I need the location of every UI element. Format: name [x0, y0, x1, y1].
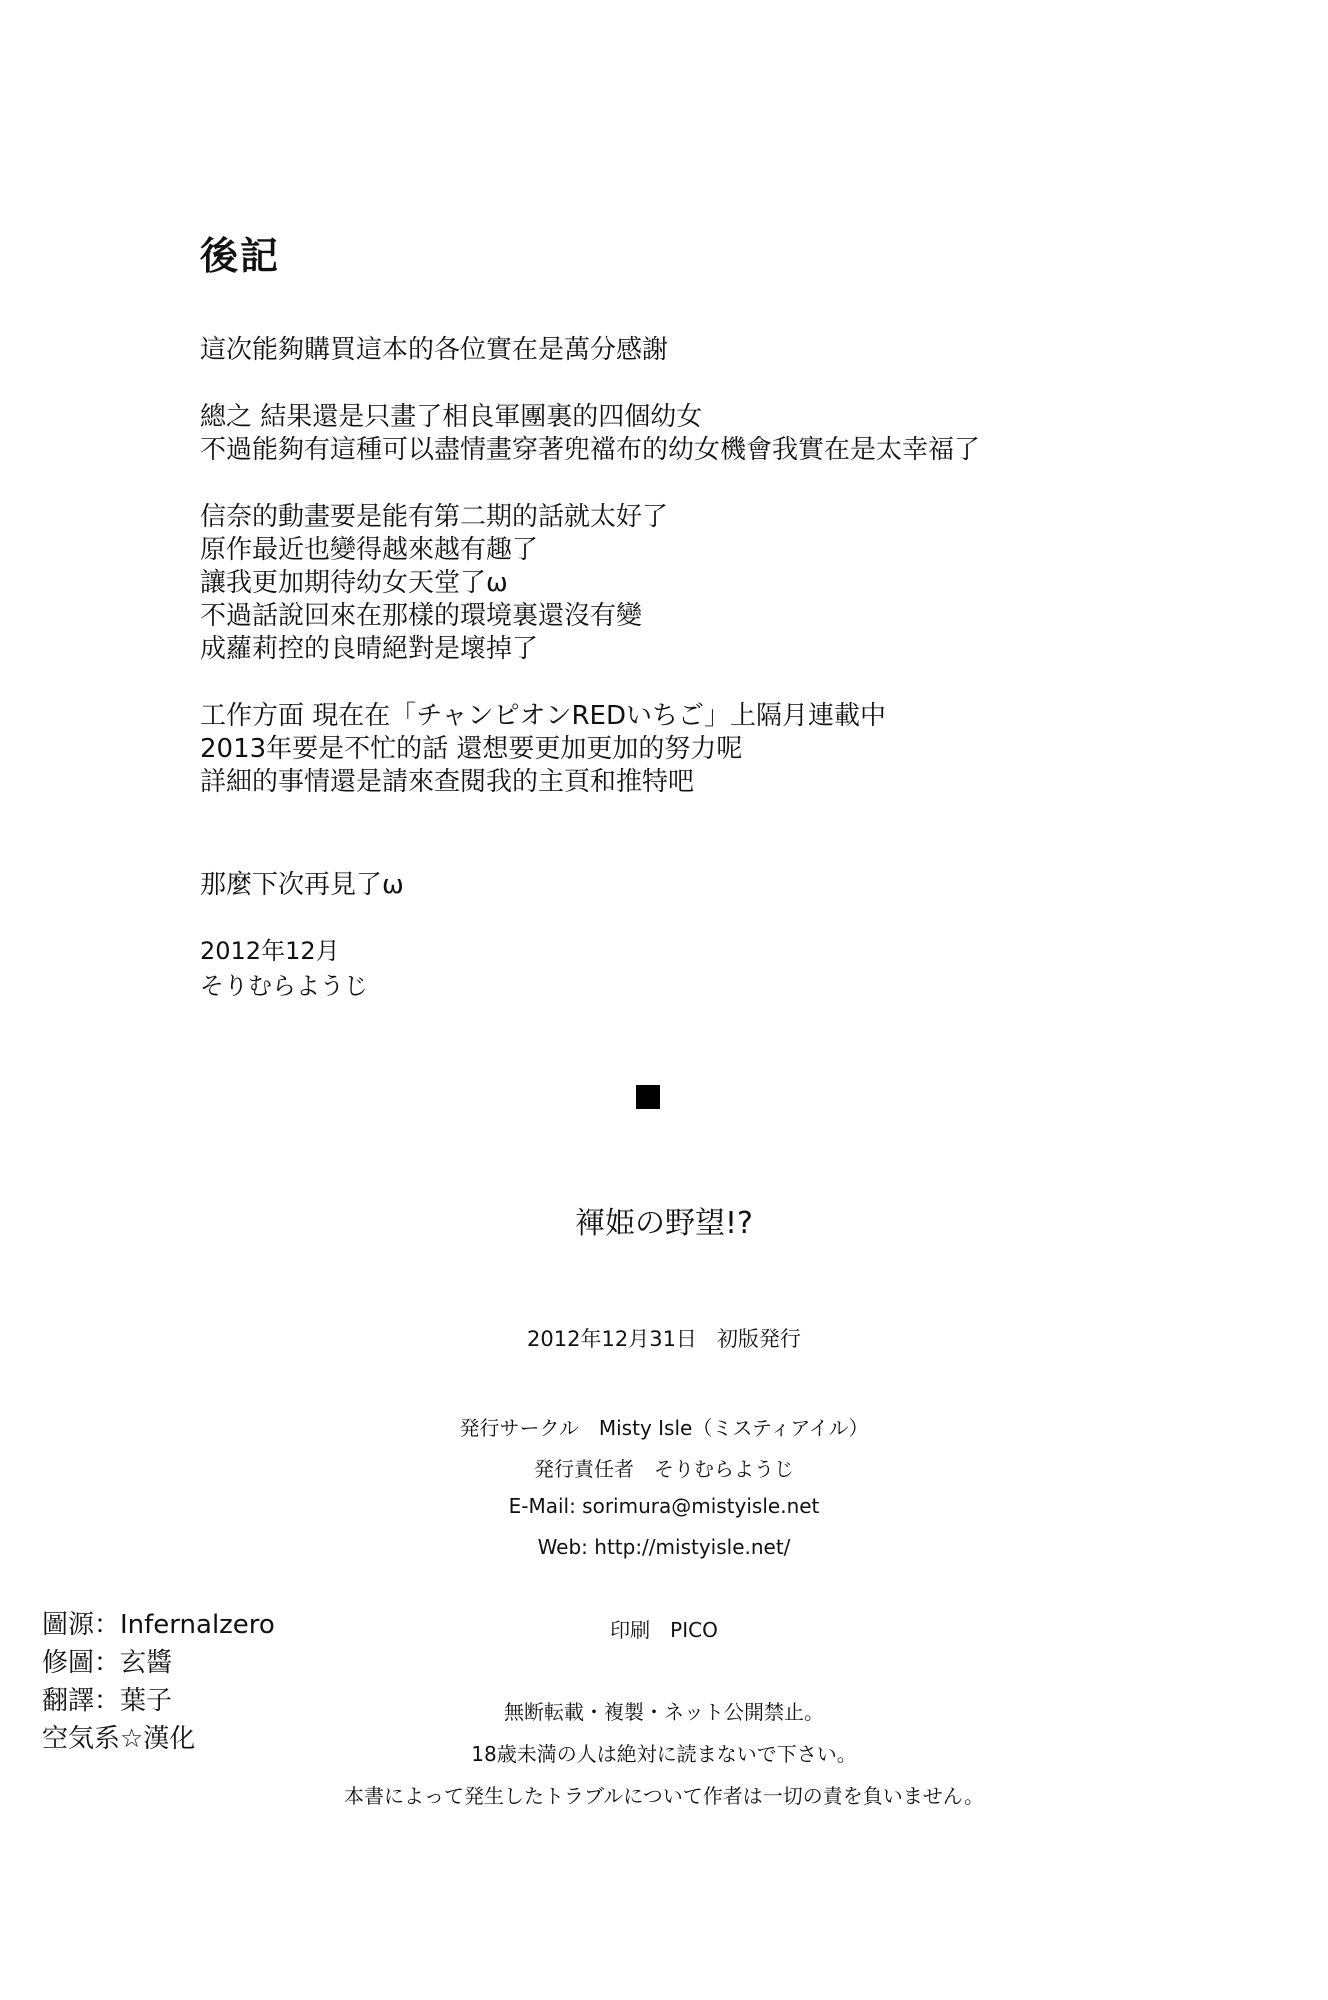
afterword-line: 成蘿莉控的良晴絕對是壞掉了 [200, 634, 539, 664]
credit-line: 修圖：玄醬 [42, 1648, 173, 1678]
release-date: 2012年12月31日 [527, 1327, 697, 1351]
translation-credits [42, 1606, 275, 1758]
credit-line: 翻譯：葉子 [42, 1686, 173, 1716]
afterword-line: 信奈的動畫要是能有第二期的話就太好了 [200, 502, 669, 532]
notice-line: 無断転載・複製・ネット公開禁止。 [504, 1700, 824, 1724]
publication-date [0, 1323, 1328, 1353]
afterword-line: 總之 結果還是只畫了相良軍團裏的四個幼女 [200, 402, 703, 432]
afterword-signature [200, 934, 368, 1004]
responsible-person: 発行責任者 そりむらようじ [534, 1457, 794, 1481]
book-title: 褌姫の野望!? [575, 1206, 753, 1241]
edition-label: 初版発行 [716, 1327, 801, 1351]
afterword-line: 這次能夠購買這本的各位實在是萬分感謝 [200, 335, 669, 365]
afterword-body [200, 334, 1100, 902]
afterword-line: 那麼下次再見了ω [200, 870, 404, 900]
contact-email: E-Mail: sorimura@mistyisle.net [508, 1494, 820, 1518]
credit-line: 圖源：Infernalzero [42, 1610, 275, 1640]
afterword-line: 不過能夠有這種可以盡情畫穿著兜襠布的幼女機會我實在是太幸福了 [200, 435, 981, 465]
afterword-line: 讓我更加期待幼女天堂了ω [200, 568, 508, 598]
afterword-title: 後記 [200, 234, 281, 278]
afterword-line: 不過話說回來在那樣的環境裏還沒有變 [200, 601, 643, 631]
afterword-line: 原作最近也變得越來越有趣了 [200, 535, 539, 565]
notice-line: 18歳未満の人は絶対に読まないで下さい。 [471, 1742, 857, 1766]
website-url: Web: http://mistyisle.net/ [537, 1535, 791, 1559]
afterword-author: そりむらようじ [200, 972, 368, 1000]
afterword-date: 2012年12月 [200, 937, 340, 965]
afterword-line: 工作方面 現在在「チャンピオンREDいちご」上隔月連載中 [200, 701, 886, 731]
credit-line: 空気系☆漢化 [42, 1724, 196, 1754]
printer-info: 印刷 PICO [610, 1618, 718, 1642]
afterword-line: 2013年要是不忙的話 還想要更加更加的努力呢 [200, 734, 743, 764]
notice-line: 本書によって発生したトラブルについて作者は一切の責を負いません。 [344, 1784, 984, 1808]
section-divider [636, 1085, 660, 1109]
afterword-line: 詳細的事情還是請來查閱我的主頁和推特吧 [200, 767, 695, 797]
publisher-circle: 発行サークル Misty Isle（ミスティアイル） [459, 1416, 869, 1440]
